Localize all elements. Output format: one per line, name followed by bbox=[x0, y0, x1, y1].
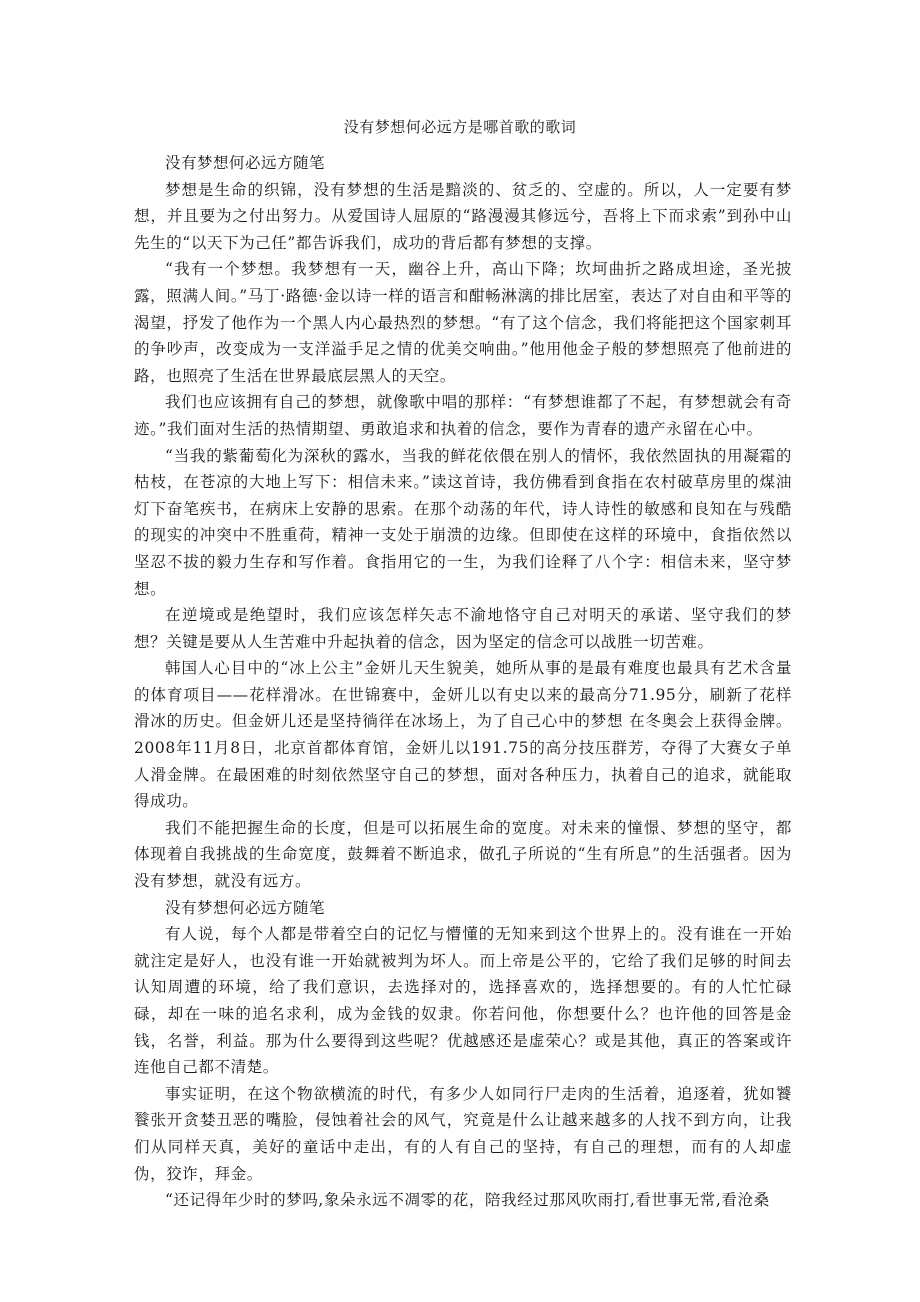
paragraph: 梦想是生命的织锦，没有梦想的生活是黯淡的、贫乏的、空虚的。所以，人一定要有梦想，并且要为之付出努力。从爱国诗人屈原的“路漫漫其修远兮，吾将上下而求索”到孙中山先生的“以天下为己任”都告诉我们，成功的背后都有梦想的支撑。 bbox=[134, 180, 792, 252]
section-heading: 没有梦想何必远方随笔 bbox=[165, 898, 326, 917]
document-body bbox=[134, 150, 792, 1214]
paragraph: 有人说，每个人都是带着空白的记忆与懵懂的无知来到这个世界上的。没有谁在一开始就注定是好人，也没有谁一开始就被判为坏人。而上帝是公平的，它给了我们足够的时间去认知周遭的环境，给了我们意识，去选择对的，选择喜欢的，选择想要的。有的人忙忙碌碌，却在一味的追名求利，成为金钱的奴隶。你若问他，你想要什么？也许他的回答是金钱，名誉，利益。那为什么要得到这些呢？优越感还是虚荣心？或是其他，真正的答案或许连他自己都不清楚。 bbox=[134, 925, 792, 1077]
paragraph: 我们也应该拥有自己的梦想，就像歌中唱的那样：“有梦想谁都了不起，有梦想就会有奇迹。”我们面对生活的热情期望、勇敢追求和执着的信念，要作为青春的遗产永留在心中。 bbox=[134, 393, 792, 438]
paragraph: “还记得年少时的梦吗,象朵永远不凋零的花，陪我经过那风吹雨打,看世事无常,看沧桑 bbox=[165, 1191, 770, 1210]
paragraph: “当我的紫葡萄化为深秋的露水，当我的鲜花依偎在别人的情怀，我依然固执的用凝霜的枯枝，在苍凉的大地上写下：相信未来。”读这首诗，我仿佛看到食指在农村破草房里的煤油灯下奋笔疾书，在病床上安静的思索。在那个动荡的年代，诗人诗性的敏感和良知在与残酷的现实的冲突中不胜重荷，精神一支处于崩溃的边缘。但即使在这样的环境中，食指依然以坚忍不拔的毅力生存和写作着。食指用它的一生，为我们诠释了八个字：相信未来，坚守梦想。 bbox=[134, 446, 792, 598]
paragraph: 我们不能把握生命的长度，但是可以拓展生命的宽度。对未来的憧憬、梦想的坚守，都体现着自我挑战的生命宽度，鼓舞着不断追求，做孔子所说的“生有所息”的生活强者。因为没有梦想，就没有远方。 bbox=[134, 818, 792, 891]
section-heading: 没有梦想何必远方随笔 bbox=[165, 154, 326, 172]
paragraph: 韩国人心目中的“冰上公主”金妍儿天生貌美，她所从事的是最有难度也最具有艺术含量的体育项目——花样滑冰。在世锦赛中，金妍儿以有史以来的最高分71.95分，刷新了花样滑冰的历史。但金妍儿还是坚持徜徉在冰场上，为了自己心中的梦想 在冬奥会上获得金牌。2008年11月8日，北京首都体育馆，金妍儿以191.75的高分技压群芳，夺得了大赛女子单人滑金牌。在最困难的时刻依然坚守自己的梦想，面对各种压力，执着自己的追求，就能取得成功。 bbox=[134, 659, 792, 811]
paragraph: “我有一个梦想。我梦想有一天，幽谷上升，高山下降；坎坷曲折之路成坦途，圣光披露，照满人间。”马丁·路德·金以诗一样的语言和酣畅淋漓的排比居室，表达了对自由和平等的渴望，抒发了他作为一个黑人内心最热烈的梦想。“有了这个信念，我们将能把这个国家刺耳的争吵声，改变成为一支洋溢手足之情的优美交响曲。”他用他金子般的梦想照亮了他前进的路，也照亮了生活在世界最底层黑人的天空。 bbox=[134, 260, 792, 385]
document-title: 没有梦想何必远方是哪首歌的歌词 bbox=[343, 118, 577, 136]
paragraph: 在逆境或是绝望时，我们应该怎样矢志不渝地恪守自己对明天的承诺、坚守我们的梦想？关键是要从人生苦难中升起执着的信念，因为坚定的信念可以战胜一切苦难。 bbox=[134, 606, 792, 651]
paragraph: 事实证明，在这个物欲横流的时代，有多少人如同行尸走肉的生活着，追逐着，犹如饕餮张开贪婪丑恶的嘴脸，侵蚀着社会的风气，究竟是什么让越来越多的人找不到方向，让我们从同样天真，美好的童话中走出，有的人有自己的坚持，有自己的理想，而有的人却虚伪，狡诈，拜金。 bbox=[134, 1084, 792, 1183]
